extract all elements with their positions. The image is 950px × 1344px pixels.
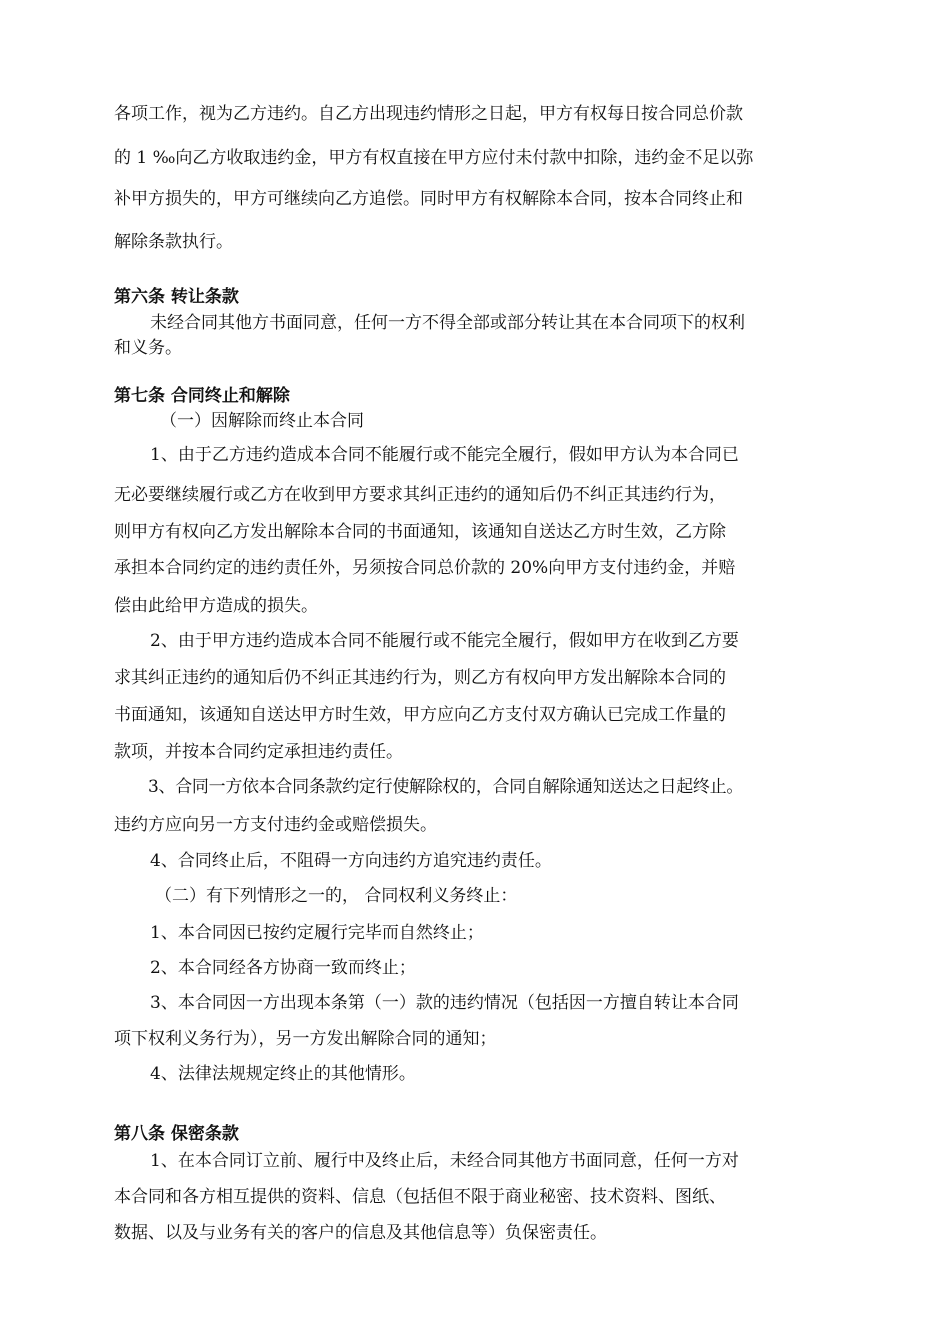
section-title: （二）有下列情形之一的， 合同权利义务终止： bbox=[155, 886, 518, 906]
body-text-line: 1、本合同因已按约定履行完毕而自然终止； bbox=[150, 923, 484, 943]
body-text-line: 补甲方损失的，甲方可继续向乙方追偿。同时甲方有权解除本合同，按本合同终止和 bbox=[114, 189, 743, 209]
body-text-line: 1、由于乙方违约造成本合同不能履行或不能完全履行，假如甲方认为本合同已 bbox=[150, 445, 739, 465]
body-text-line: 3、合同一方依本合同条款约定行使解除权的，合同自解除通知送达之日起终止。 bbox=[148, 777, 744, 797]
body-text-line: 和义务。 bbox=[114, 338, 182, 358]
body-text-line: 的 1 ‰向乙方收取违约金，甲方有权直接在甲方应付未付款中扣除，违约金不足以弥 bbox=[114, 148, 754, 168]
body-text-line: 4、合同终止后，不阻碍一方向违约方追究违约责任。 bbox=[150, 851, 552, 871]
body-text-line: 违约方应向另一方支付违约金或赔偿损失。 bbox=[114, 815, 437, 835]
body-text-line: 2、本合同经各方协商一致而终止； bbox=[150, 958, 416, 978]
article-7-heading: 第七条 合同终止和解除 bbox=[114, 386, 290, 406]
body-text-line: 项下权利义务行为），另一方发出解除合同的通知； bbox=[114, 1029, 497, 1049]
body-text-line: 无必要继续履行或乙方在收到甲方要求其纠正违约的通知后仍不纠正其违约行为， bbox=[114, 485, 726, 505]
body-text-line: 数据、以及与业务有关的客户的信息及其他信息等）负保密责任。 bbox=[114, 1223, 607, 1243]
body-text-line: 各项工作，视为乙方违约。自乙方出现违约情形之日起，甲方有权每日按合同总价款 bbox=[114, 104, 743, 124]
body-text-line: 3、本合同因一方出现本条第（一）款的违约情况（包括因一方擅自转让本合同 bbox=[150, 993, 739, 1013]
body-text-line: 解除条款执行。 bbox=[114, 232, 233, 252]
body-text-line: 本合同和各方相互提供的资料、信息（包括但不限于商业秘密、技术资料、图纸、 bbox=[114, 1187, 726, 1207]
body-text-line: 未经合同其他方书面同意，任何一方不得全部或部分转让其在本合同项下的权利 bbox=[150, 313, 745, 333]
body-text-line: 1、在本合同订立前、履行中及终止后，未经合同其他方书面同意，任何一方对 bbox=[150, 1151, 739, 1171]
body-text-line: 4、法律法规规定终止的其他情形。 bbox=[150, 1064, 416, 1084]
article-8-heading: 第八条 保密条款 bbox=[114, 1124, 239, 1144]
body-text-line: 款项，并按本合同约定承担违约责任。 bbox=[114, 742, 403, 762]
section-title: （一）因解除而终止本合同 bbox=[160, 411, 364, 431]
article-6-heading: 第六条 转让条款 bbox=[114, 287, 239, 307]
body-text-line: 2、由于甲方违约造成本合同不能履行或不能完全履行，假如甲方在收到乙方要 bbox=[150, 631, 739, 651]
body-text-line: 偿由此给甲方造成的损失。 bbox=[114, 596, 318, 616]
body-text-line: 求其纠正违约的通知后仍不纠正其违约行为，则乙方有权向甲方发出解除本合同的 bbox=[114, 668, 726, 688]
body-text-line: 则甲方有权向乙方发出解除本合同的书面通知，该通知自送达乙方时生效，乙方除 bbox=[114, 522, 726, 542]
body-text-line: 书面通知，该通知自送达甲方时生效，甲方应向乙方支付双方确认已完成工作量的 bbox=[114, 705, 726, 725]
body-text-line: 承担本合同约定的违约责任外，另须按合同总价款的 20%向甲方支付违约金，并赔 bbox=[114, 558, 736, 578]
